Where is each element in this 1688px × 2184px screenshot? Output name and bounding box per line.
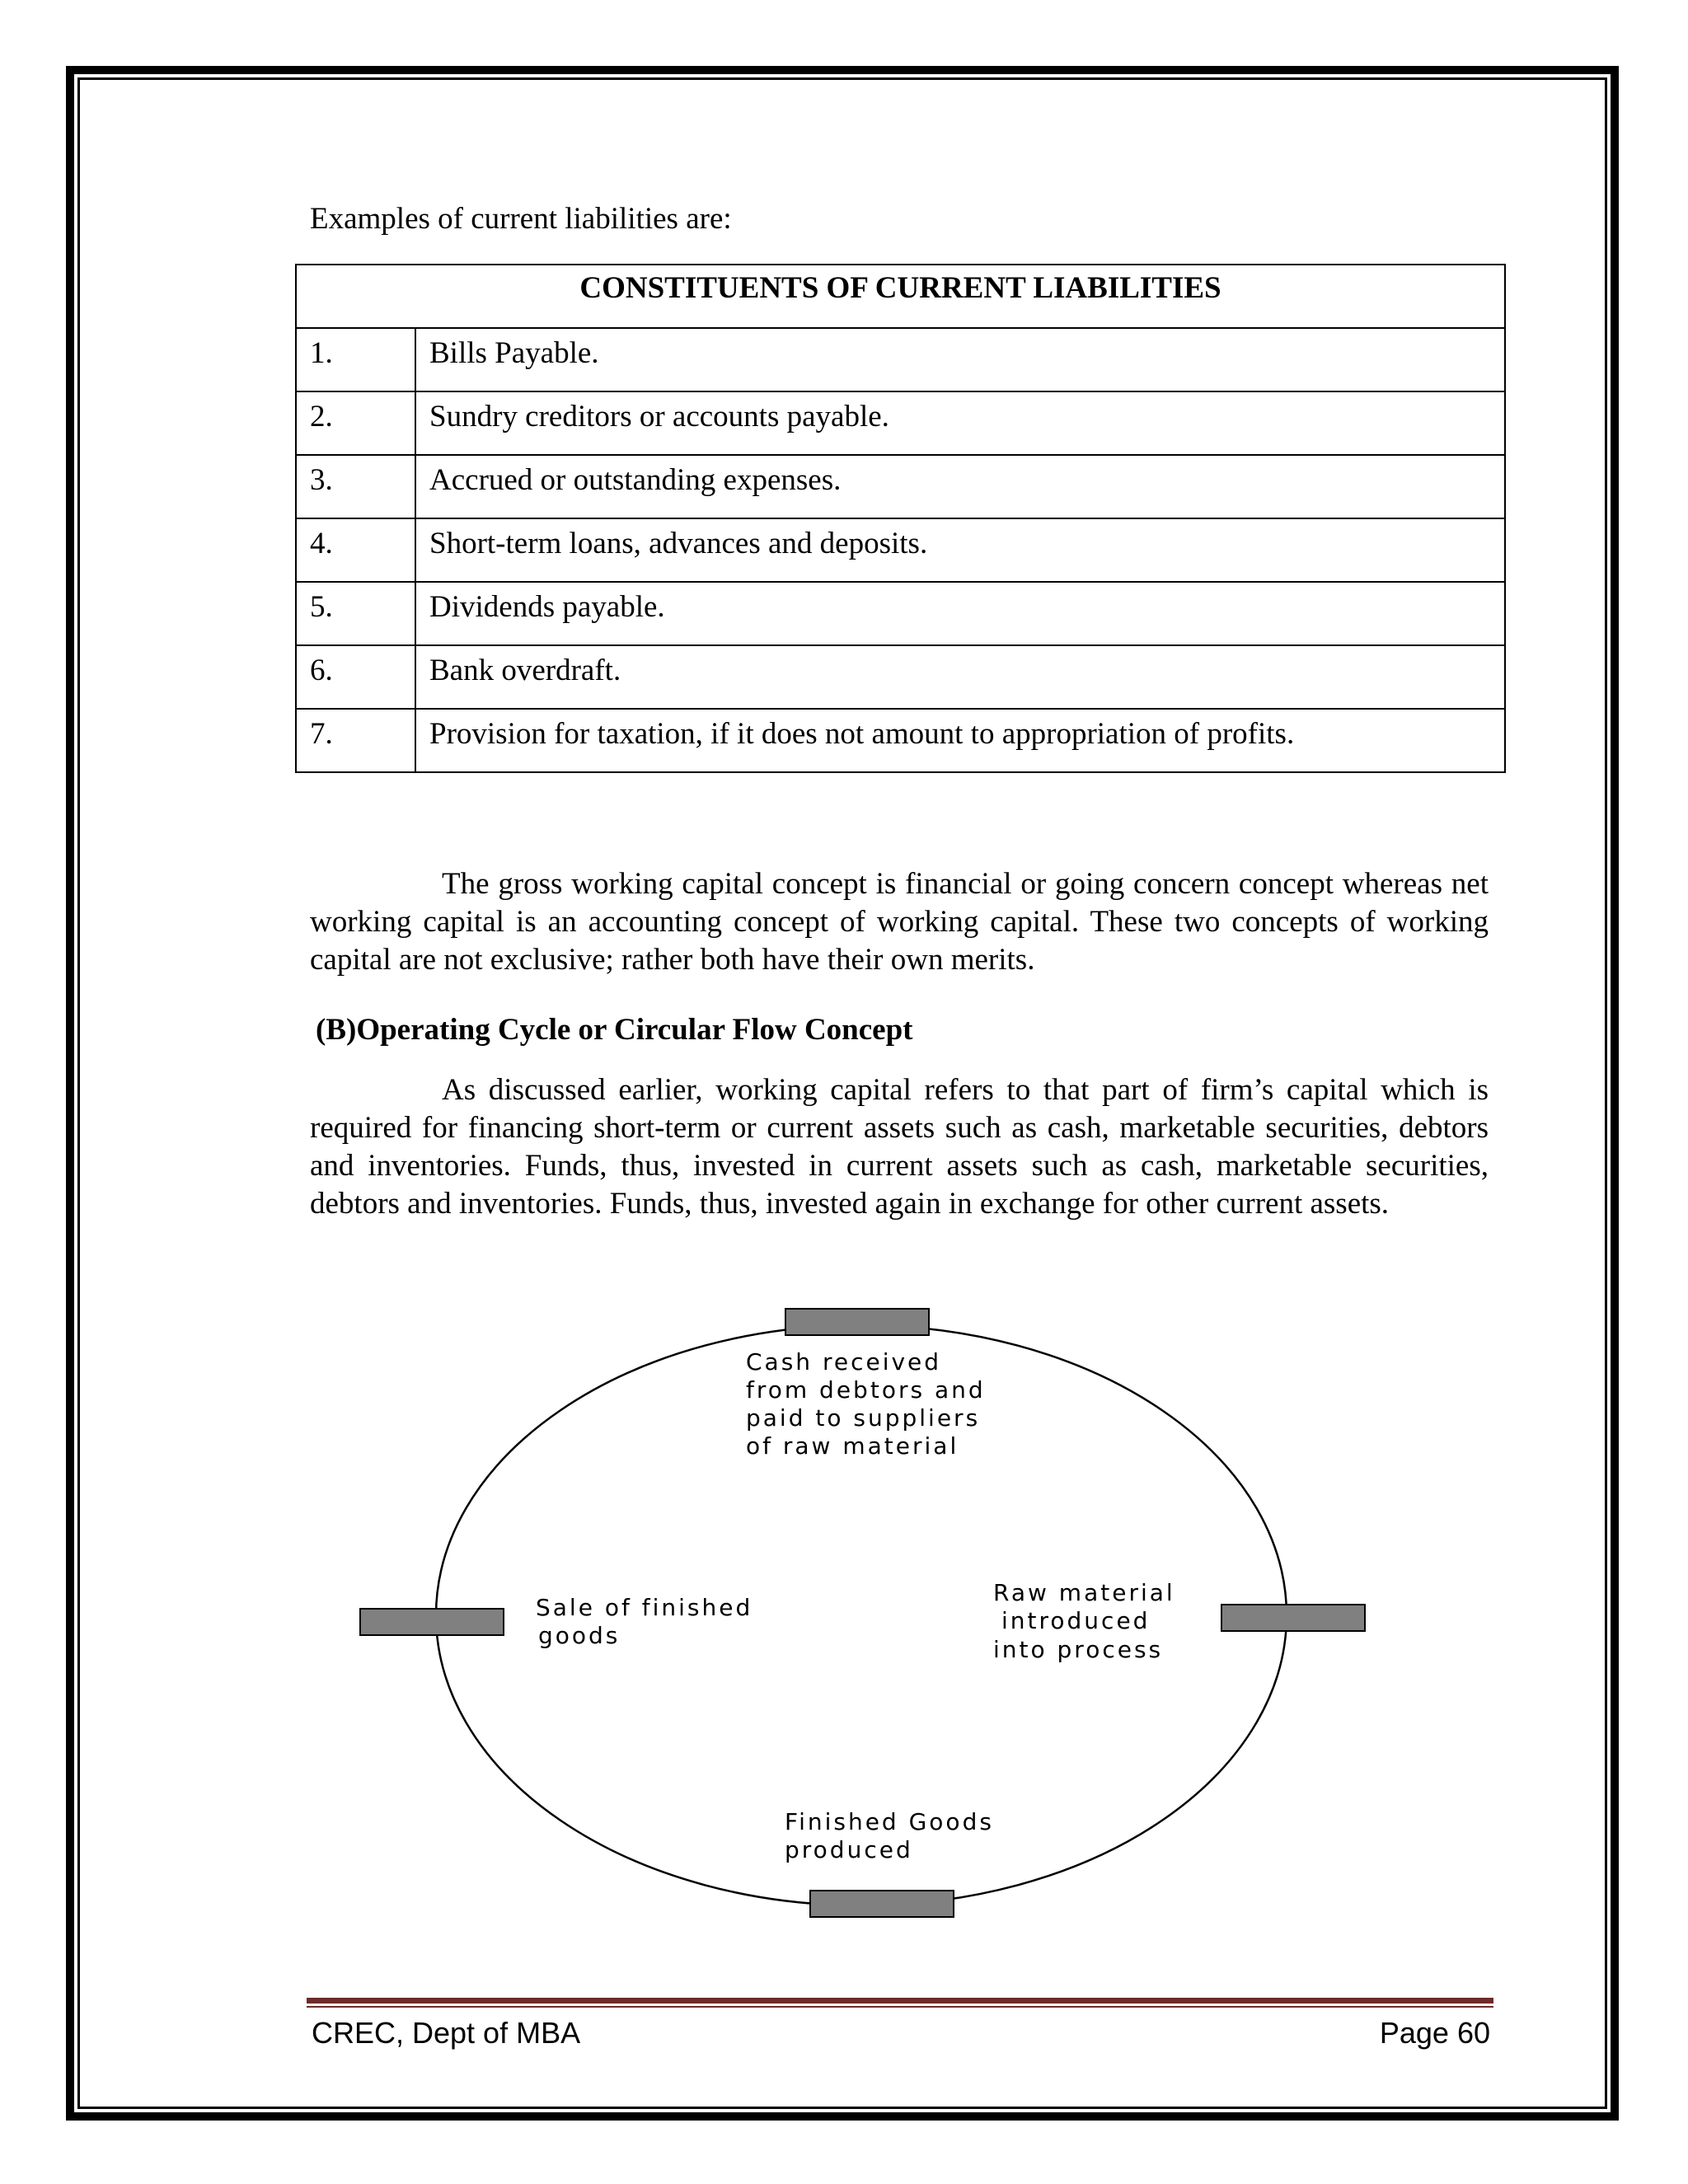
label-line: Sale of finished bbox=[536, 1594, 753, 1621]
label-line: goods bbox=[538, 1622, 621, 1649]
footer-divider-thin bbox=[307, 2006, 1493, 2008]
row-text: Sundry creditors or accounts payable. bbox=[415, 391, 1505, 455]
stage-box-bottom bbox=[810, 1891, 954, 1917]
row-number: 6. bbox=[296, 645, 415, 709]
row-text: Bank overdraft. bbox=[415, 645, 1505, 709]
label-finished-goods bbox=[785, 1808, 1004, 1863]
row-number: 2. bbox=[296, 391, 415, 455]
label-line: Cash received bbox=[746, 1348, 942, 1376]
row-text: Bills Payable. bbox=[415, 328, 1505, 391]
table-row bbox=[296, 582, 1505, 645]
paragraph-gross-vs-net-text: The gross working capital concept is financial or going concern concept whereas net working capital is an accounting concept of working capital. These two concepts of working capital are not exclusive; rather both have their own merits. bbox=[310, 867, 1489, 977]
table-row bbox=[296, 391, 1505, 455]
row-text: Provision for taxation, if it does not amount to appropriation of profits. bbox=[415, 709, 1505, 772]
label-line: into process bbox=[993, 1636, 1164, 1663]
label-cash-received bbox=[746, 1348, 996, 1460]
table-row bbox=[296, 518, 1505, 582]
footer-page-number: Page 60 bbox=[1379, 2016, 1490, 2050]
footer-department: CREC, Dept of MBA bbox=[312, 2016, 581, 2050]
section-heading: (B)Operating Cycle or Circular Flow Concept bbox=[316, 1013, 913, 1047]
label-raw-material bbox=[993, 1579, 1185, 1663]
row-text: Dividends payable. bbox=[415, 582, 1505, 645]
row-number: 4. bbox=[296, 518, 415, 582]
row-number: 5. bbox=[296, 582, 415, 645]
row-text: Accrued or outstanding expenses. bbox=[415, 455, 1505, 518]
paragraph-operating-cycle-text: As discussed earlier, working capital refers to that part of firm’s capital which is required for financing short-term or current assets such as cash, marketable securities, debtors and inventories. Funds, thus, invested in current assets such as cash, marketable securities, debtors and inventories. Funds, thus, invested again in exchange for other current assets. bbox=[310, 1073, 1489, 1221]
label-line: paid to suppliers bbox=[746, 1404, 981, 1432]
table-row bbox=[296, 709, 1505, 772]
row-number: 3. bbox=[296, 455, 415, 518]
table-row bbox=[296, 455, 1505, 518]
footer-divider bbox=[307, 1998, 1493, 2004]
label-line: Raw material bbox=[993, 1579, 1175, 1606]
table-header-row bbox=[296, 265, 1505, 328]
intro-text: Examples of current liabilities are: bbox=[310, 202, 732, 236]
label-line: from debtors and bbox=[746, 1376, 986, 1404]
table-row bbox=[296, 645, 1505, 709]
label-line: of raw material bbox=[746, 1432, 959, 1460]
label-line: introduced bbox=[1001, 1607, 1151, 1634]
paragraph-gross-vs-net bbox=[310, 865, 1489, 979]
table-title: CONSTITUENTS OF CURRENT LIABILITIES bbox=[296, 265, 1505, 328]
label-sale-of-finished-goods bbox=[536, 1594, 762, 1649]
row-number: 1. bbox=[296, 328, 415, 391]
label-line: produced bbox=[785, 1836, 913, 1863]
row-text: Short-term loans, advances and deposits. bbox=[415, 518, 1505, 582]
current-liabilities-table bbox=[295, 264, 1506, 773]
stage-box-left bbox=[360, 1609, 504, 1635]
label-line: Finished Goods bbox=[785, 1808, 994, 1835]
stage-box-top bbox=[785, 1309, 929, 1335]
stage-box-right bbox=[1221, 1605, 1365, 1631]
table-row bbox=[296, 328, 1505, 391]
operating-cycle-diagram bbox=[346, 1294, 1376, 1929]
paragraph-operating-cycle bbox=[310, 1071, 1489, 1223]
row-number: 7. bbox=[296, 709, 415, 772]
